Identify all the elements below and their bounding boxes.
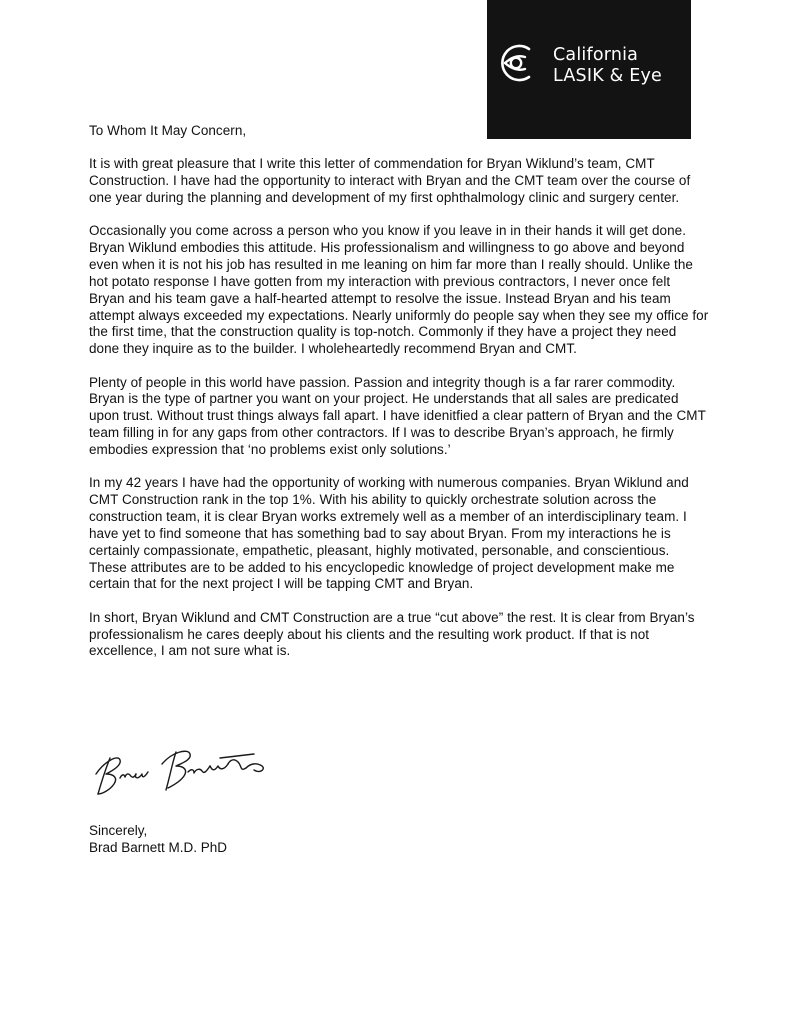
signer-name: Brad Barnett M.D. PhD (89, 840, 228, 855)
letter-body (89, 123, 709, 677)
paragraph-4: In my 42 years I have had the opportunity of working with numerous companies. Bryan Wiklund and CMT Construction rank in the top 1%. With his ability to quickly orchestrate solution across the construction team, it is clear Bryan works extremely well as a member of an interdisciplinary team. I have yet to find someone that has something bad to say about Bryan. From my interactions he is certainly compassionate, empathetic, pleasant, highly motivated, personable, and conscientious. These attributes are to be added to his encyclopedic knowledge of project development make me certain that for the next project I will be tapping CMT and Bryan. (89, 475, 689, 592)
logo-wordmark (553, 45, 662, 87)
logo-block (487, 0, 691, 139)
paragraph-3: Plenty of people in this world have passion. Passion and integrity though is a far rarer commodity. Bryan is the type of partner you want on your project. He understands that all sales are predicated upon trust. Without trust things always fall apart. I have idenitfied a clear pattern of Bryan and the CMT team filling in for any gaps from other contractors. If I was to describe Bryan’s approach, he firmly embodies expression that ‘no problems exist only solutions.’ (89, 374, 706, 457)
eye-logo-icon (499, 42, 541, 84)
logo-line-2: LASIK & Eye (553, 66, 663, 86)
handwritten-signature (92, 744, 282, 800)
paragraph-1: It is with great pleasure that I write this letter of commendation for Bryan Wiklund’s team, CMT Construction. I have had the opportunity to interact with Bryan and the CMT team over the course of one year during the planning and development of my first ophthalmology clinic and surgery center. (89, 156, 691, 206)
salutation: To Whom It May Concern, (89, 123, 247, 138)
closing-block (89, 822, 227, 856)
closing-line: Sincerely, (89, 823, 148, 838)
paragraph-2: Occasionally you come across a person who you know if you leave in in their hands it will get done. Bryan Wiklund embodies this attitude. His professionalism and willingness to go above and beyond even when it is not his job has resulted in me leaning on him far more than I really should. Unlike the hot potato response I have gotten from my interaction with previous contractors, I never once felt Bryan and his team gave a half-hearted attempt to resolve the issue. Instead Bryan and his team attempt always exceeded my expectations. Nearly uniformly do people say when they see my office for the first time, that the construction quality is top-notch. Commonly if they have a project they need done they inquire as to the builder. I wholeheartedly recommend Bryan and CMT. (89, 223, 709, 357)
logo-line-1: California (553, 45, 639, 65)
paragraph-5: In short, Bryan Wiklund and CMT Construction are a true “cut above” the rest. It is clear from Bryan’s professionalism he cares deeply about his clients and the resulting work product. If that is not excellence, I am not sure what is. (89, 609, 695, 659)
